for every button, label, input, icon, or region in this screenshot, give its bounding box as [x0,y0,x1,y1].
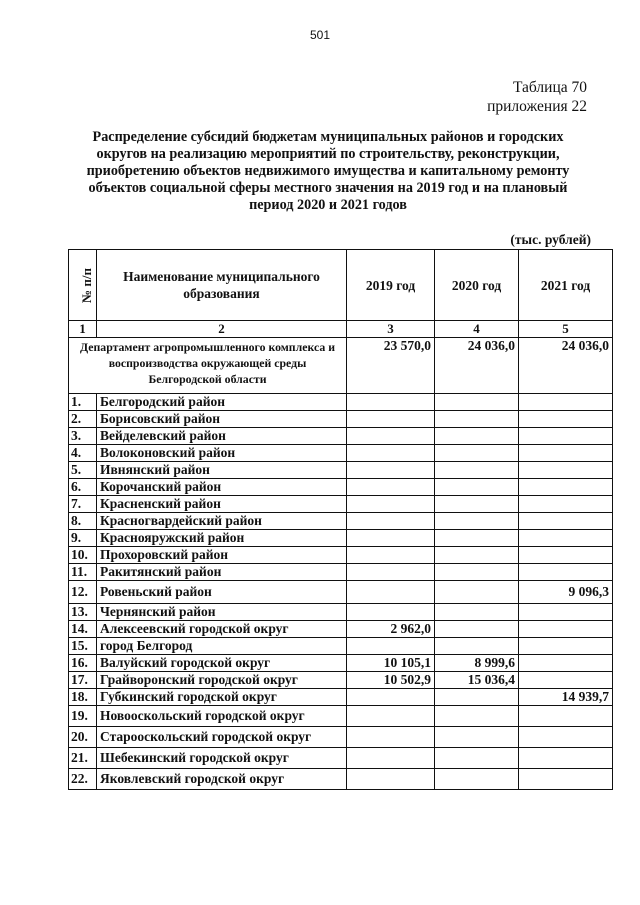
row-2021 [519,672,613,689]
row-2021 [519,727,613,748]
row-2020 [435,513,519,530]
row-municipality: Старооскольский городской округ [97,727,347,748]
row-municipality: Алексеевский городской округ [97,621,347,638]
row-2019 [347,706,435,727]
row-municipality: Красненский район [97,496,347,513]
row-2021 [519,445,613,462]
row-2019 [347,769,435,790]
row-2020 [435,581,519,604]
document-title: Распределение субсидий бюджетам муниципальных районов и городских округов на реализацию мероприятий по строительству, реконструкции, приобретению объектов недвижимого имущества и капитальному ремонту объектов социальной сферы местного значения на 2019 год и на плановый период 2020 и 2021 годов [86,129,570,213]
header-2020: 2020 год [435,250,519,321]
table-row [69,706,613,727]
row-2021 [519,479,613,496]
table-row [69,564,613,581]
row-2019 [347,748,435,769]
row-number: 22. [69,769,97,790]
row-2019 [347,428,435,445]
row-2021 [519,638,613,655]
row-2020 [435,411,519,428]
colnum-5: 5 [519,321,613,338]
row-2021 [519,564,613,581]
row-2020 [435,689,519,706]
row-2021 [519,655,613,672]
row-2020: 8 999,6 [435,655,519,672]
column-number-row [69,321,613,338]
row-2019 [347,479,435,496]
row-2019 [347,445,435,462]
row-2020 [435,394,519,411]
page-number: 501 [309,28,331,42]
table-row [69,462,613,479]
row-number: 3. [69,428,97,445]
row-municipality: Шебекинский городской округ [97,748,347,769]
row-municipality: Белгородский район [97,394,347,411]
table-row [69,479,613,496]
row-municipality: Борисовский район [97,411,347,428]
row-municipality: Ровеньский район [97,581,347,604]
row-2020 [435,769,519,790]
row-municipality: Корочанский район [97,479,347,496]
row-number: 11. [69,564,97,581]
row-2020 [435,706,519,727]
row-municipality: Ивнянский район [97,462,347,479]
row-2021 [519,411,613,428]
table-row [69,748,613,769]
row-2019 [347,513,435,530]
row-number: 7. [69,496,97,513]
table-row [69,672,613,689]
row-2019 [347,564,435,581]
row-number: 1. [69,394,97,411]
row-municipality: Валуйский городской округ [97,655,347,672]
table-row [69,530,613,547]
table-row [69,547,613,564]
row-2021 [519,462,613,479]
table-row [69,727,613,748]
row-municipality: Яковлевский городской округ [97,769,347,790]
row-2020 [435,727,519,748]
row-number: 14. [69,621,97,638]
row-2021: 14 939,7 [519,689,613,706]
table-row [69,655,613,672]
table-row [69,604,613,621]
row-2021: 9 096,3 [519,581,613,604]
row-number: 13. [69,604,97,621]
row-2020 [435,445,519,462]
row-2021 [519,621,613,638]
table-row [69,445,613,462]
row-2019 [347,547,435,564]
row-2021 [519,428,613,445]
row-number: 10. [69,547,97,564]
department-row [69,338,613,394]
table-row [69,689,613,706]
row-2020 [435,604,519,621]
table-header-row [69,250,613,321]
row-number: 16. [69,655,97,672]
table-row [69,496,613,513]
colnum-3: 3 [347,321,435,338]
row-2020 [435,530,519,547]
row-2020 [435,479,519,496]
table-row [69,394,613,411]
row-2019: 2 962,0 [347,621,435,638]
row-2019 [347,394,435,411]
table-row [69,428,613,445]
row-number: 8. [69,513,97,530]
row-number: 20. [69,727,97,748]
row-2019 [347,411,435,428]
units-label: (тыс. рублей) [510,232,591,247]
row-number: 17. [69,672,97,689]
row-2021 [519,706,613,727]
row-2021 [519,604,613,621]
row-2021 [519,394,613,411]
row-2021 [519,513,613,530]
row-2019: 10 105,1 [347,655,435,672]
row-2020 [435,748,519,769]
row-2020 [435,621,519,638]
header-2019: 2019 год [347,250,435,321]
row-municipality: Грайворонский городской округ [97,672,347,689]
row-2019 [347,496,435,513]
row-2019 [347,689,435,706]
row-municipality: город Белгород [97,638,347,655]
department-name: Департамент агропромышленного комплекса и воспроизводства окружающей среды Белгородской области [69,338,347,394]
row-municipality: Краснояружский район [97,530,347,547]
row-number: 9. [69,530,97,547]
row-2021 [519,769,613,790]
row-2020 [435,462,519,479]
header-number: № п/п [69,250,97,321]
row-2021 [519,496,613,513]
header-name: Наименование муниципального образования [97,250,347,321]
row-2019 [347,604,435,621]
table-row [69,513,613,530]
row-number: 6. [69,479,97,496]
row-2020 [435,496,519,513]
row-number: 5. [69,462,97,479]
table-row [69,621,613,638]
row-municipality: Губкинский городской округ [97,689,347,706]
department-2020: 24 036,0 [435,338,519,394]
table-row [69,638,613,655]
row-number: 19. [69,706,97,727]
colnum-2: 2 [97,321,347,338]
table-reference [487,78,587,116]
row-2019 [347,581,435,604]
header-2021: 2021 год [519,250,613,321]
table-row [69,411,613,428]
row-number: 2. [69,411,97,428]
row-2021 [519,530,613,547]
row-2021 [519,748,613,769]
row-2019 [347,638,435,655]
table-row [69,581,613,604]
row-2019 [347,727,435,748]
row-2020 [435,547,519,564]
row-2020 [435,428,519,445]
row-municipality: Вейделевский район [97,428,347,445]
subsidy-table [68,249,613,790]
row-municipality: Прохоровский район [97,547,347,564]
row-number: 15. [69,638,97,655]
row-municipality: Чернянский район [97,604,347,621]
colnum-1: 1 [69,321,97,338]
row-2019 [347,530,435,547]
row-number: 4. [69,445,97,462]
row-number: 12. [69,581,97,604]
colnum-4: 4 [435,321,519,338]
table-ref-line1: Таблица 70 [512,79,587,96]
row-municipality: Волоконовский район [97,445,347,462]
row-2020 [435,638,519,655]
row-2020 [435,564,519,581]
row-2019 [347,462,435,479]
row-2021 [519,547,613,564]
table-row [69,769,613,790]
department-2021: 24 036,0 [519,338,613,394]
row-municipality: Ракитянский район [97,564,347,581]
row-municipality: Красногвардейский район [97,513,347,530]
row-number: 18. [69,689,97,706]
department-2019: 23 570,0 [347,338,435,394]
row-municipality: Новооскольский городской округ [97,706,347,727]
table-ref-line2: приложения 22 [487,98,587,115]
row-2020: 15 036,4 [435,672,519,689]
row-2019: 10 502,9 [347,672,435,689]
row-number: 21. [69,748,97,769]
